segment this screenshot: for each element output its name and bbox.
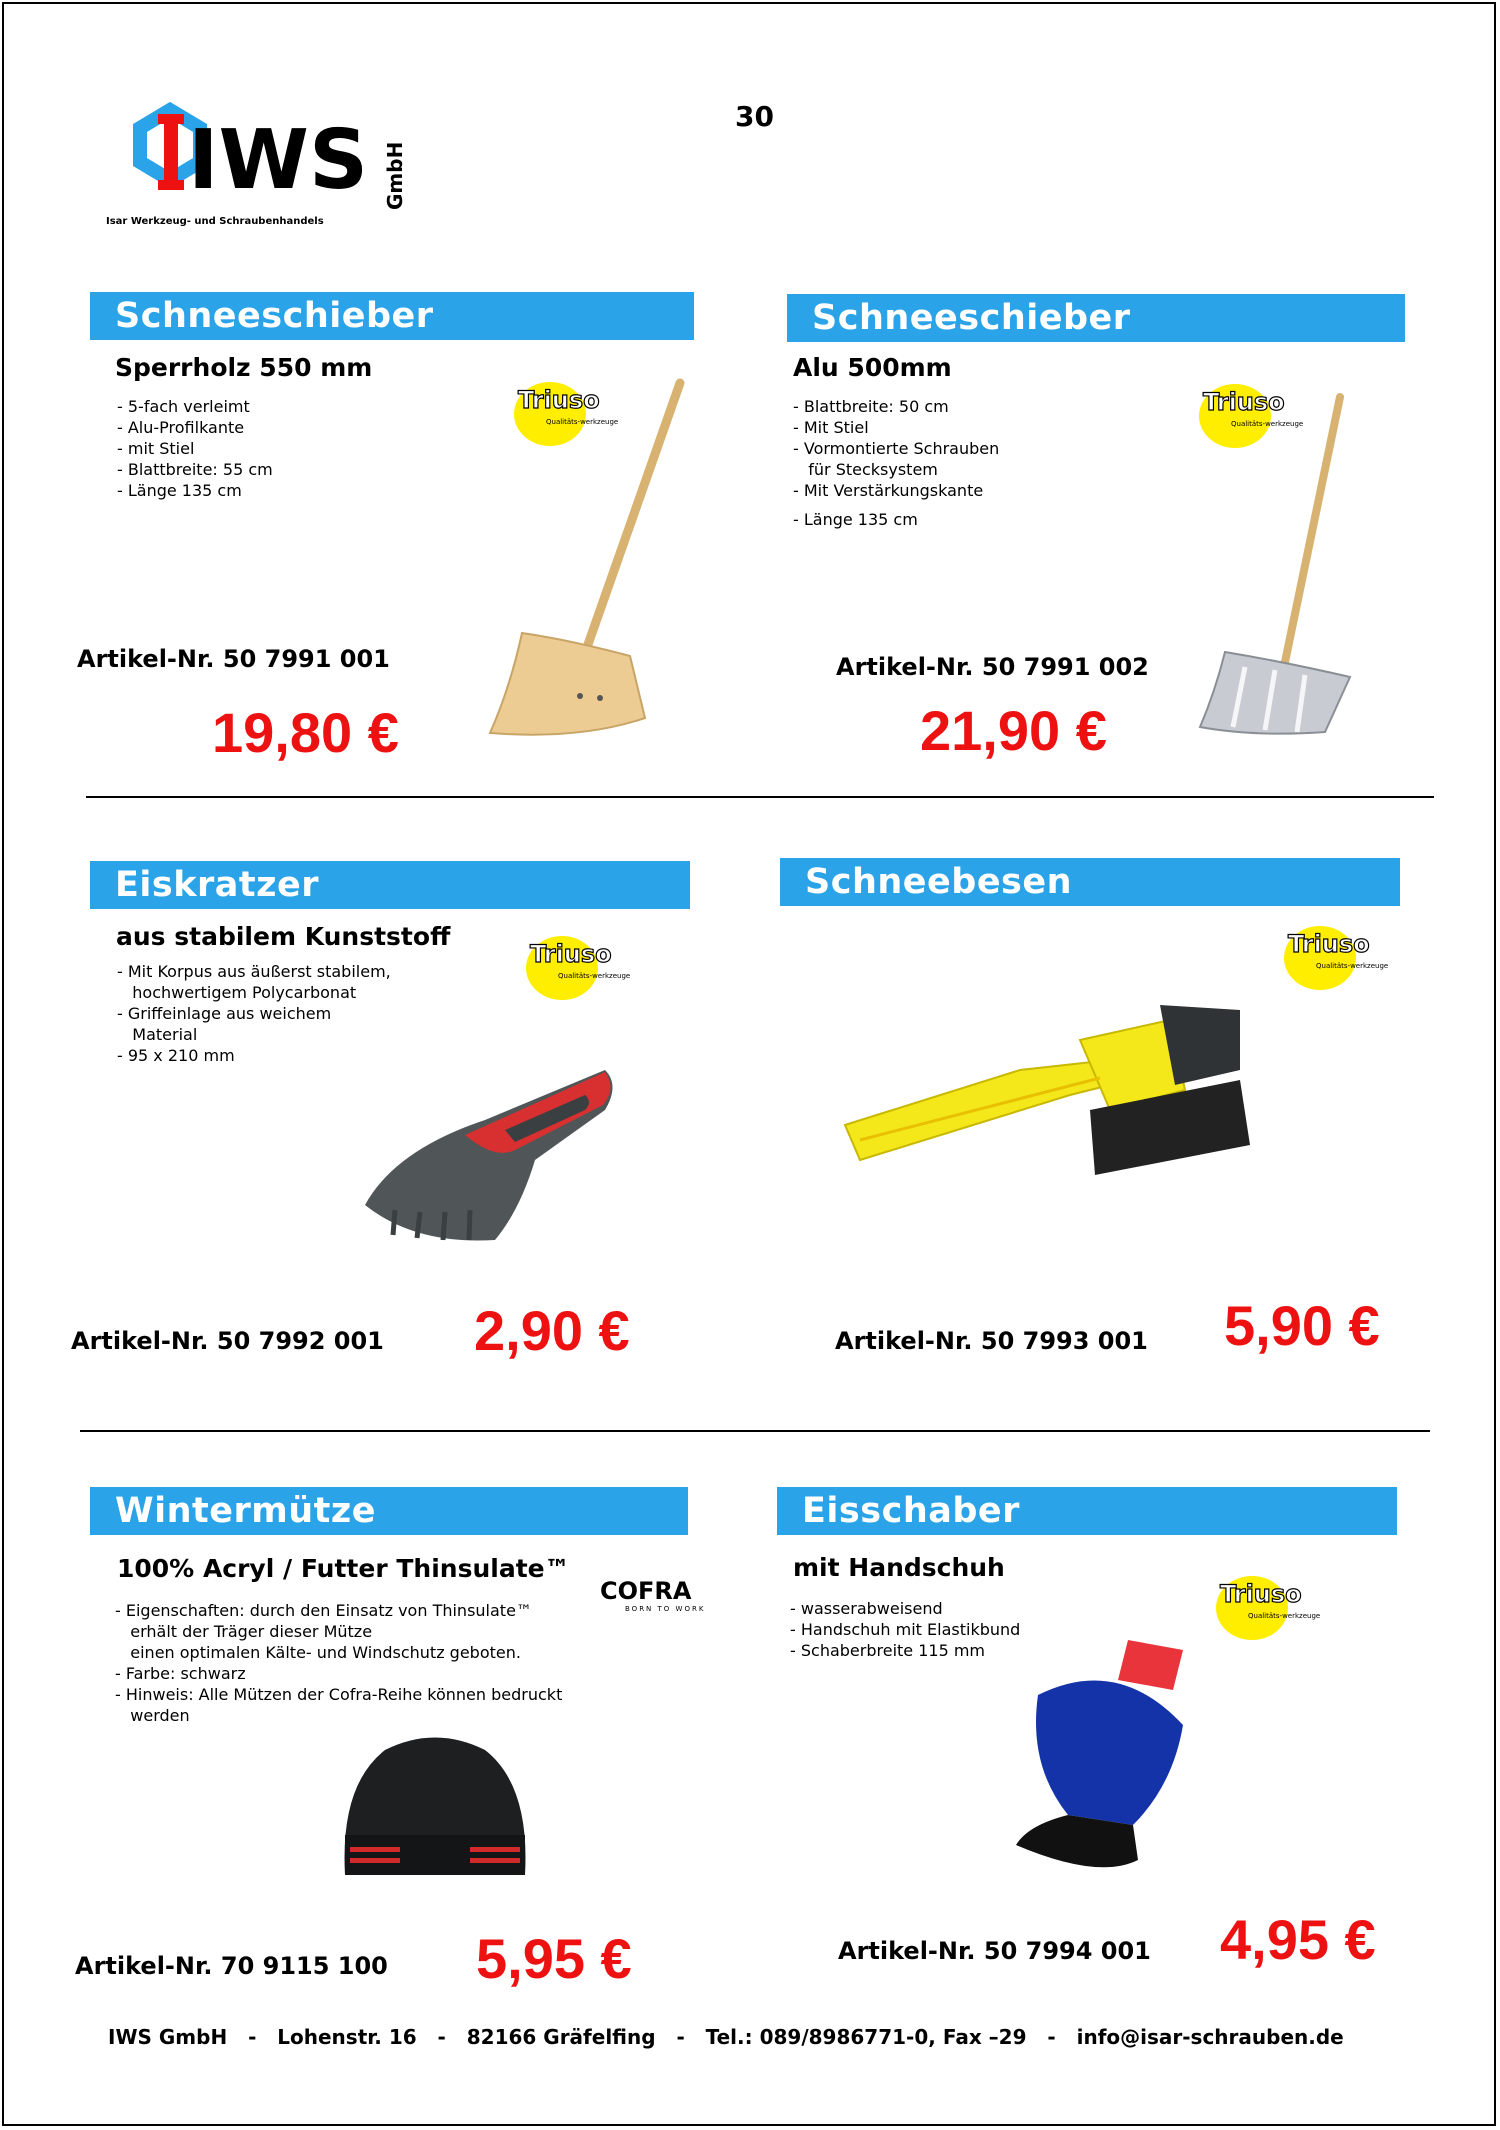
feature-item: - Hinweis: Alle Mützen der Cofra-Reihe können bedruckt	[115, 1685, 563, 1704]
page-number: 30	[735, 100, 774, 133]
product-title-2: Schneeschieber	[787, 294, 1405, 342]
logo-suffix: GmbH	[383, 141, 407, 210]
winter-hat-image	[340, 1725, 530, 1885]
product-subtitle-5: 100% Acryl / Futter Thinsulate™	[117, 1554, 570, 1583]
price-1: 19,80 €	[212, 701, 399, 764]
iws-logo	[100, 100, 420, 240]
feature-list-3	[117, 961, 391, 1066]
svg-text:Qualitäts-werkzeuge: Qualitäts-werkzeuge	[546, 418, 619, 426]
svg-text:Triuso: Triuso	[1220, 1580, 1302, 1608]
product-subtitle-6: mit Handschuh	[793, 1553, 1005, 1582]
feature-item: - Mit Stiel	[793, 418, 869, 437]
artikel-number-4: Artikel-Nr. 50 7993 001	[835, 1327, 1148, 1355]
feature-item: einen optimalen Kälte- und Windschutz geboten.	[115, 1643, 521, 1662]
feature-item: - Griffeinlage aus weichem	[117, 1004, 332, 1023]
feature-item: - Vormontierte Schrauben	[793, 439, 1000, 458]
product-subtitle-2: Alu 500mm	[793, 353, 952, 382]
price-6: 4,95 €	[1220, 1908, 1376, 1971]
svg-text:Qualitäts-werkzeuge: Qualitäts-werkzeuge	[1316, 962, 1389, 970]
triuso-logo-6	[1212, 1570, 1322, 1640]
snow-brush-image	[840, 1000, 1260, 1190]
ice-scraper-glove-image	[1008, 1635, 1208, 1880]
product-title-5: Wintermütze	[90, 1487, 688, 1535]
feature-list-6	[790, 1598, 1020, 1661]
product-title-6: Eisschaber	[777, 1487, 1397, 1535]
feature-item: - mit Stiel	[117, 439, 195, 458]
aluminium-snow-shovel-image	[1195, 392, 1375, 742]
artikel-number-5: Artikel-Nr. 70 9115 100	[75, 1952, 388, 1980]
triuso-logo-3	[522, 930, 632, 1000]
feature-item: - Mit Korpus aus äußerst stabilem,	[117, 962, 391, 981]
product-title-1: Schneeschieber	[90, 292, 694, 340]
feature-item: - Mit Verstärkungskante	[793, 481, 984, 500]
logo-wordmark: IWS	[188, 113, 369, 208]
feature-item: hochwertigem Polycarbonat	[117, 983, 357, 1002]
cofra-logo	[595, 1575, 735, 1615]
feature-item: - Alu-Profilkante	[117, 418, 245, 437]
svg-text:COFRA: COFRA	[600, 1577, 692, 1605]
feature-item: - 95 x 210 mm	[117, 1046, 235, 1065]
feature-item: - Blattbreite: 55 cm	[117, 460, 273, 479]
feature-item: Material	[117, 1025, 198, 1044]
svg-text:Triuso: Triuso	[518, 386, 600, 414]
feature-item: - Eigenschaften: durch den Einsatz von Thinsulate™	[115, 1601, 532, 1620]
feature-item: werden	[115, 1706, 190, 1725]
wooden-snow-shovel-image	[480, 378, 700, 740]
feature-item: erhält der Träger dieser Mütze	[115, 1622, 373, 1641]
feature-item: - Schaberbreite 115 mm	[790, 1641, 986, 1660]
footer-contact: IWS GmbH - Lohenstr. 16 - 82166 Gräfelfing - Tel.: 089/8986771-0, Fax –29 - info@isar-schrauben.de	[108, 2025, 1344, 2049]
product-subtitle-3: aus stabilem Kunststoff	[116, 922, 451, 951]
product-title-3: Eiskratzer	[90, 861, 690, 909]
feature-item: - 5-fach verleimt	[117, 397, 250, 416]
svg-text:Qualitäts-werkzeuge: Qualitäts-werkzeuge	[1248, 1612, 1321, 1620]
svg-text:Triuso: Triuso	[1203, 388, 1285, 416]
feature-item: - Länge 135 cm	[793, 510, 918, 529]
svg-text:Qualitäts-werkzeuge: Qualitäts-werkzeuge	[558, 972, 631, 980]
artikel-number-6: Artikel-Nr. 50 7994 001	[838, 1937, 1151, 1965]
product-title-4: Schneebesen	[780, 858, 1400, 906]
svg-text:BORN TO WORK: BORN TO WORK	[625, 1605, 706, 1613]
price-3: 2,90 €	[474, 1299, 630, 1362]
price-5: 5,95 €	[476, 1927, 632, 1990]
feature-item: - Farbe: schwarz	[115, 1664, 246, 1683]
feature-list-2	[793, 396, 999, 530]
logo-tagline: Isar Werkzeug- und Schraubenhandels	[106, 216, 324, 227]
artikel-number-3: Artikel-Nr. 50 7992 001	[71, 1327, 384, 1355]
separator-line	[80, 1430, 1430, 1432]
price-4: 5,90 €	[1224, 1294, 1380, 1357]
feature-list-1	[117, 396, 273, 501]
separator-line	[86, 796, 1434, 798]
svg-text:Triuso: Triuso	[530, 940, 612, 968]
artikel-number-2: Artikel-Nr. 50 7991 002	[836, 653, 1149, 681]
feature-item: - wasserabweisend	[790, 1599, 943, 1618]
svg-text:Qualitäts-werkzeuge: Qualitäts-werkzeuge	[1231, 420, 1304, 428]
feature-item: für Stecksystem	[793, 460, 938, 479]
feature-list-5	[115, 1600, 562, 1726]
artikel-number-1: Artikel-Nr. 50 7991 001	[77, 645, 390, 673]
feature-item: - Blattbreite: 50 cm	[793, 397, 949, 416]
product-subtitle-1: Sperrholz 550 mm	[115, 353, 373, 382]
feature-item: - Länge 135 cm	[117, 481, 242, 500]
triuso-logo-4	[1280, 920, 1390, 990]
feature-item: - Handschuh mit Elastikbund	[790, 1620, 1021, 1639]
ice-scraper-image	[355, 1060, 620, 1245]
price-2: 21,90 €	[920, 699, 1107, 762]
svg-text:Triuso: Triuso	[1288, 930, 1370, 958]
